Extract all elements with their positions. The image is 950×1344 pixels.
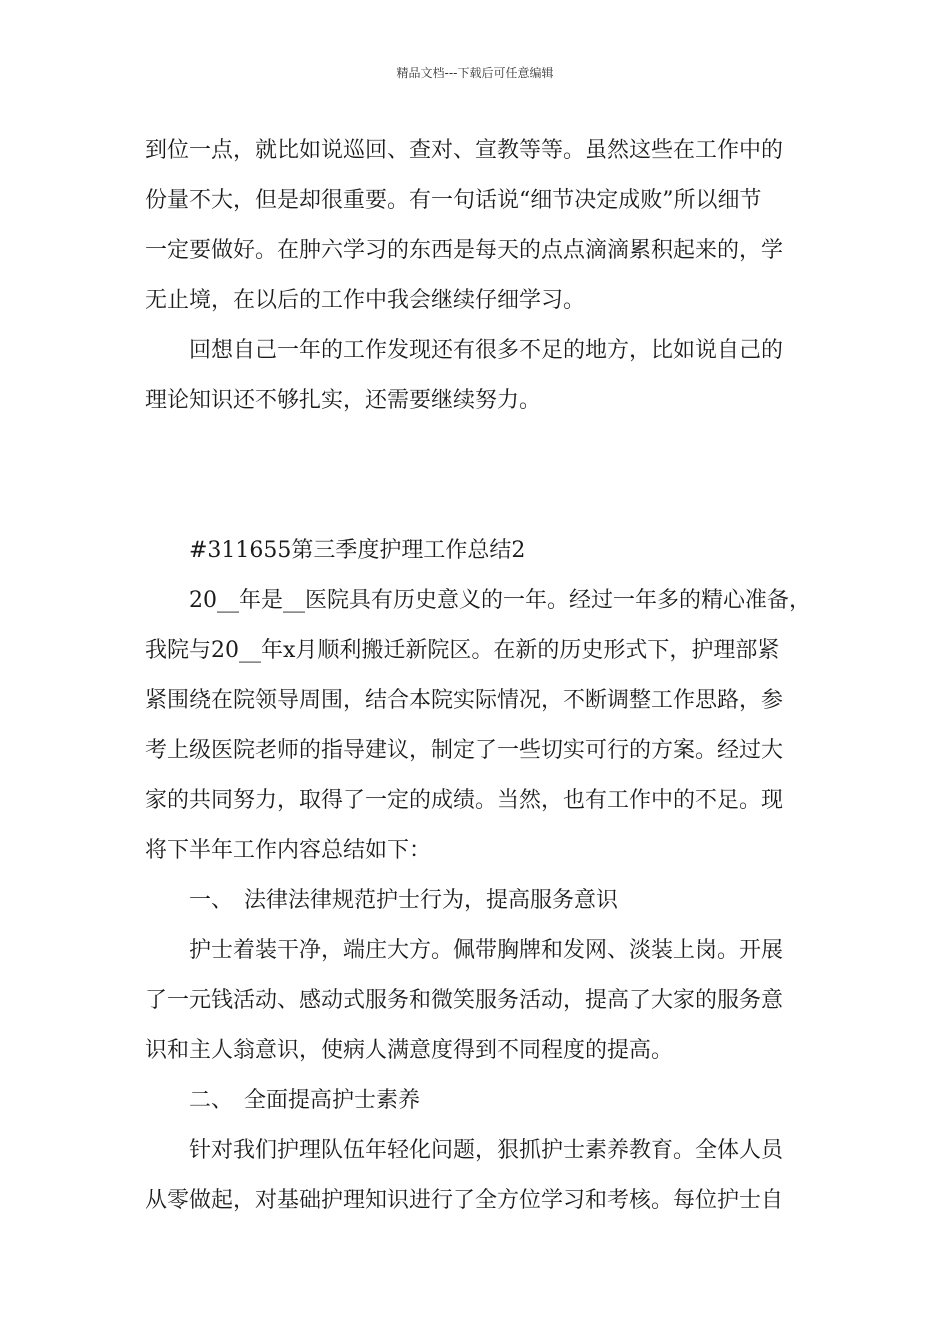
paragraph-line: 了一元钱活动、感动式服务和微笑服务活动，提高了大家的服务意 — [145, 988, 784, 1013]
paragraph-5 — [145, 1126, 825, 1226]
paragraph-line: 考上级医院老师的指导建议，制定了一些切实可行的方案。经过大 — [145, 738, 784, 763]
section-number: 二、 — [189, 1088, 234, 1113]
section-gap — [145, 426, 825, 526]
paragraph-2 — [145, 326, 825, 426]
page-header: 精品文档---下载后可任意编辑 — [396, 66, 554, 80]
section-number: 一、 — [189, 888, 234, 913]
paragraph-line: 紧围绕在院领导周围，结合本院实际情况，不断调整工作思路，参 — [145, 688, 784, 713]
paragraph-1 — [145, 126, 825, 326]
paragraph-line: 到位一点，就比如说巡回、查对、宣教等等。虽然这些在工作中的 — [145, 138, 784, 163]
paragraph-line: 一定要做好。在肿六学习的东西是每天的点点滴滴累积起来的，学 — [145, 238, 784, 263]
paragraph-line: 无止境，在以后的工作中我会继续仔细学习。 — [145, 288, 586, 313]
document-title: #311655第三季度护理工作总结2 — [189, 538, 526, 563]
paragraph-line: 家的共同努力，取得了一定的成绩。当然，也有工作中的不足。现 — [145, 788, 784, 813]
paragraph-line: 从零做起，对基础护理知识进行了全方位学习和考核。每位护士自 — [145, 1188, 784, 1213]
paragraph-line: 我院与20__年x月顺利搬迁新院区。在新的历史形式下，护理部紧 — [145, 638, 780, 663]
paragraph-line: 护士着装干净，端庄大方。佩带胸牌和发网、淡装上岗。开展 — [189, 938, 784, 963]
section-heading-1 — [145, 876, 825, 926]
paragraph-line: 份量不大，但是却很重要。有一句话说“细节决定成败”所以细节 — [145, 188, 762, 213]
paragraph-line: 理论知识还不够扎实，还需要继续努力。 — [145, 388, 542, 413]
paragraph-line: 将下半年工作内容总结如下： — [145, 838, 432, 863]
section-title: 全面提高护士素养 — [244, 1088, 421, 1113]
paragraph-3 — [145, 576, 825, 876]
section-title: 法律法律规范护士行为，提高服务意识 — [244, 888, 619, 913]
document-body — [145, 126, 825, 1226]
paragraph-line: 识和主人翁意识，使病人满意度得到不同程度的提高。 — [145, 1038, 674, 1063]
paragraph-line: 20__年是__医院具有历史意义的一年。经过一年多的精心准备， — [189, 588, 811, 613]
paragraph-4 — [145, 926, 825, 1076]
paragraph-line: 针对我们护理队伍年轻化问题，狠抓护士素养教育。全体人员 — [189, 1138, 784, 1163]
paragraph-line: 回想自己一年的工作发现还有很多不足的地方，比如说自己的 — [189, 338, 784, 363]
section-heading-2 — [145, 1076, 825, 1126]
